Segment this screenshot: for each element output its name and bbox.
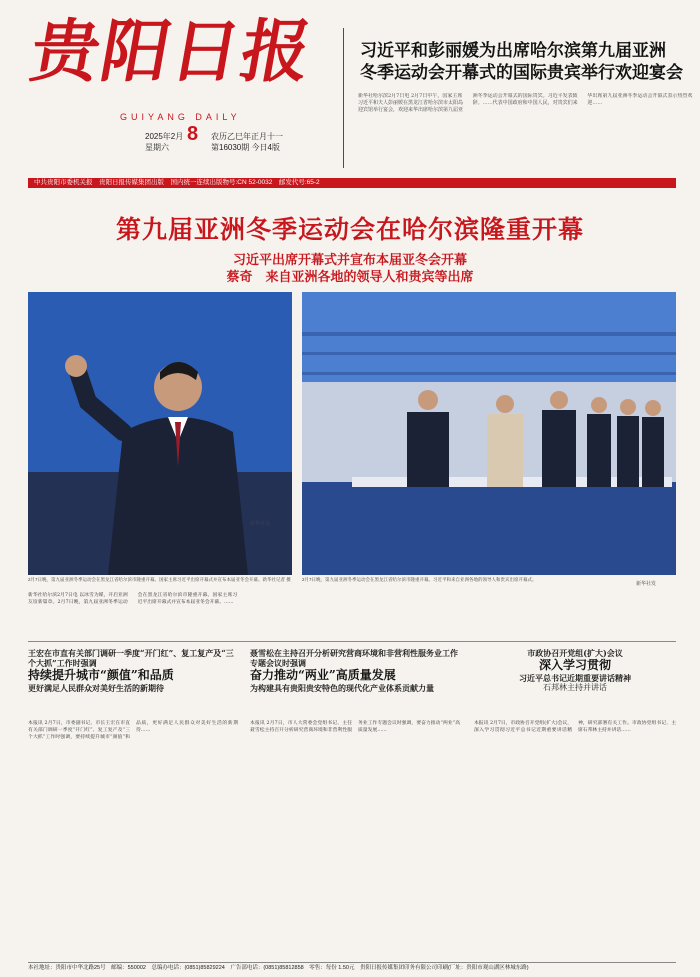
- photo-right-credit: 新华社发: [636, 581, 657, 587]
- photo-left-caption: 2月7日晚，第九届亚洲冬季运动会在黑龙江省哈尔滨市隆重开幕。国家主席习近平出席开幕式并宣布本届亚冬会开幕。新华社记者 摄: [28, 577, 291, 582]
- story-3-kicker: 市政协召开党组(扩大)会议: [527, 648, 623, 658]
- top-story-headline-line-2: 冬季运动会开幕式的国际贵宾举行欢迎宴会: [360, 63, 683, 83]
- issue-number: 第16030期 今日4版: [211, 143, 280, 152]
- photo-leaders-standing: [302, 292, 676, 575]
- story-3-body: 本报讯 2月7日，市政协召开党组(扩大)会议，深入学习贯彻习近平总书记近期重要讲话精神，研究部署有关工作。市政协党组书记、主席石邦林主持并讲话……: [474, 721, 676, 733]
- photo-leaders-standing-illustration: [302, 292, 676, 575]
- story-1-body: 本报讯 2月7日，市委副书记、市长王宏在市直有关部门调研一季度“开门红”、复工复产及“三个大抓”工作时强调，要持续提升城市“颜值”和品质，更好满足人民群众对美好生活的新期待……: [28, 721, 238, 740]
- story-2-kicker: 聂雪松在主持召开分析研究营商环境和非营利性服务业工作专题会议时强调: [250, 648, 458, 668]
- story-3-subhead: 习近平总书记近期重要讲话精神: [519, 673, 631, 683]
- story-3-byline: 石邦林主持并讲话: [543, 683, 607, 692]
- sub-headline-2: 蔡奇 来自亚洲各地的领导人和贵宾等出席: [226, 270, 474, 285]
- date-line-2: 星期六: [145, 143, 169, 152]
- sub-headline-1: 习近平出席开幕式并宣布本届亚冬会开幕: [232, 253, 467, 268]
- story-2-body: 本报讯 2月7日，市人大常委会党组书记、主任聂雪松主持召开分析研究营商环境和非营利性服务业工作专题会议时强调，要奋力推动“两业”高质量发展……: [250, 721, 460, 733]
- section-divider: [28, 641, 676, 642]
- publisher-info-bar: 中共贵阳市委机关报 贵阳日报传媒集团出版 国内统一连续出版物号:CN 52-0032 邮发代号:65-2: [28, 178, 676, 188]
- date-line-1: 2025年2月: [145, 132, 184, 141]
- day-number: 8: [187, 123, 199, 145]
- lunar-date: 农历乙巳年正月十一: [211, 132, 283, 141]
- photo-leader-waving-illustration: [28, 292, 292, 575]
- newspaper-logo: 贵阳日报: [24, 12, 319, 92]
- bottom-story-1[interactable]: [28, 648, 238, 693]
- photo-leader-waving: [28, 292, 292, 575]
- photo-right-caption: 2月7日晚，第九届亚洲冬季运动会在黑龙江省哈尔滨市隆重开幕。习近平和来自亚洲各地的领导人和贵宾出席开幕式。: [302, 577, 537, 582]
- top-story-headline[interactable]: [360, 40, 690, 84]
- story-1-kicker: 王宏在市直有关部门调研一季度“开门红”、复工复产及“三个大抓”工作时强调: [28, 648, 234, 668]
- top-story-body: 新华社哈尔滨2月7日电 2月7日中午，国家主席习近平和夫人彭丽媛在黑龙江省哈尔滨市太阳岛迎宾馆举行宴会，欢迎来华出席哈尔滨第九届亚洲冬季运动会开幕式的国际贵宾。习近平发表致辞。……代表中国政府和中国人民，对贵宾们来华出席第九届亚洲冬季运动会开幕式表示热烈欢迎……: [358, 93, 693, 113]
- date-block: [145, 123, 345, 173]
- top-story-headline-line-1: 习近平和彭丽媛为出席哈尔滨第九届亚洲: [360, 41, 666, 61]
- main-story-body: 新华社哈尔滨2月7日电 以冰雪为媒，开启亚洲友谊新篇章。2月7日晚，第九届亚洲冬季运动会在黑龙江省哈尔滨市隆重开幕。国家主席习近平出席开幕式并宣布本届亚冬会开幕。……: [28, 593, 238, 605]
- photo-left-credit: 新华社发: [250, 521, 271, 527]
- story-2-subhead: 为构建具有贵阳贵安特色的现代化产业体系贡献力量: [250, 683, 434, 693]
- publisher-footer: 本社地址：贵阳市中华北路25号 邮编：550002 总编办电话：(0851)85829224 广告部电话：(0851)85812858 零售：每份 1.50元 贵阳日报传媒集团印务有限公司印刷(厂址：贵阳市观山湖区林城东路): [28, 962, 676, 973]
- main-headline[interactable]: 第九届亚洲冬季运动会在哈尔滨隆重开幕: [115, 215, 584, 244]
- story-3-headline: 深入学习贯彻: [538, 658, 611, 672]
- bottom-story-2[interactable]: [250, 648, 460, 693]
- story-1-subhead: 更好满足人民群众对美好生活的新期待: [28, 683, 164, 693]
- bottom-story-3[interactable]: [474, 648, 676, 693]
- story-1-headline: 持续提升城市“颜值”和品质: [28, 668, 174, 682]
- story-2-headline: 奋力推动“两业”高质量发展: [250, 668, 396, 682]
- newspaper-logo-english: GUIYANG DAILY: [120, 112, 241, 122]
